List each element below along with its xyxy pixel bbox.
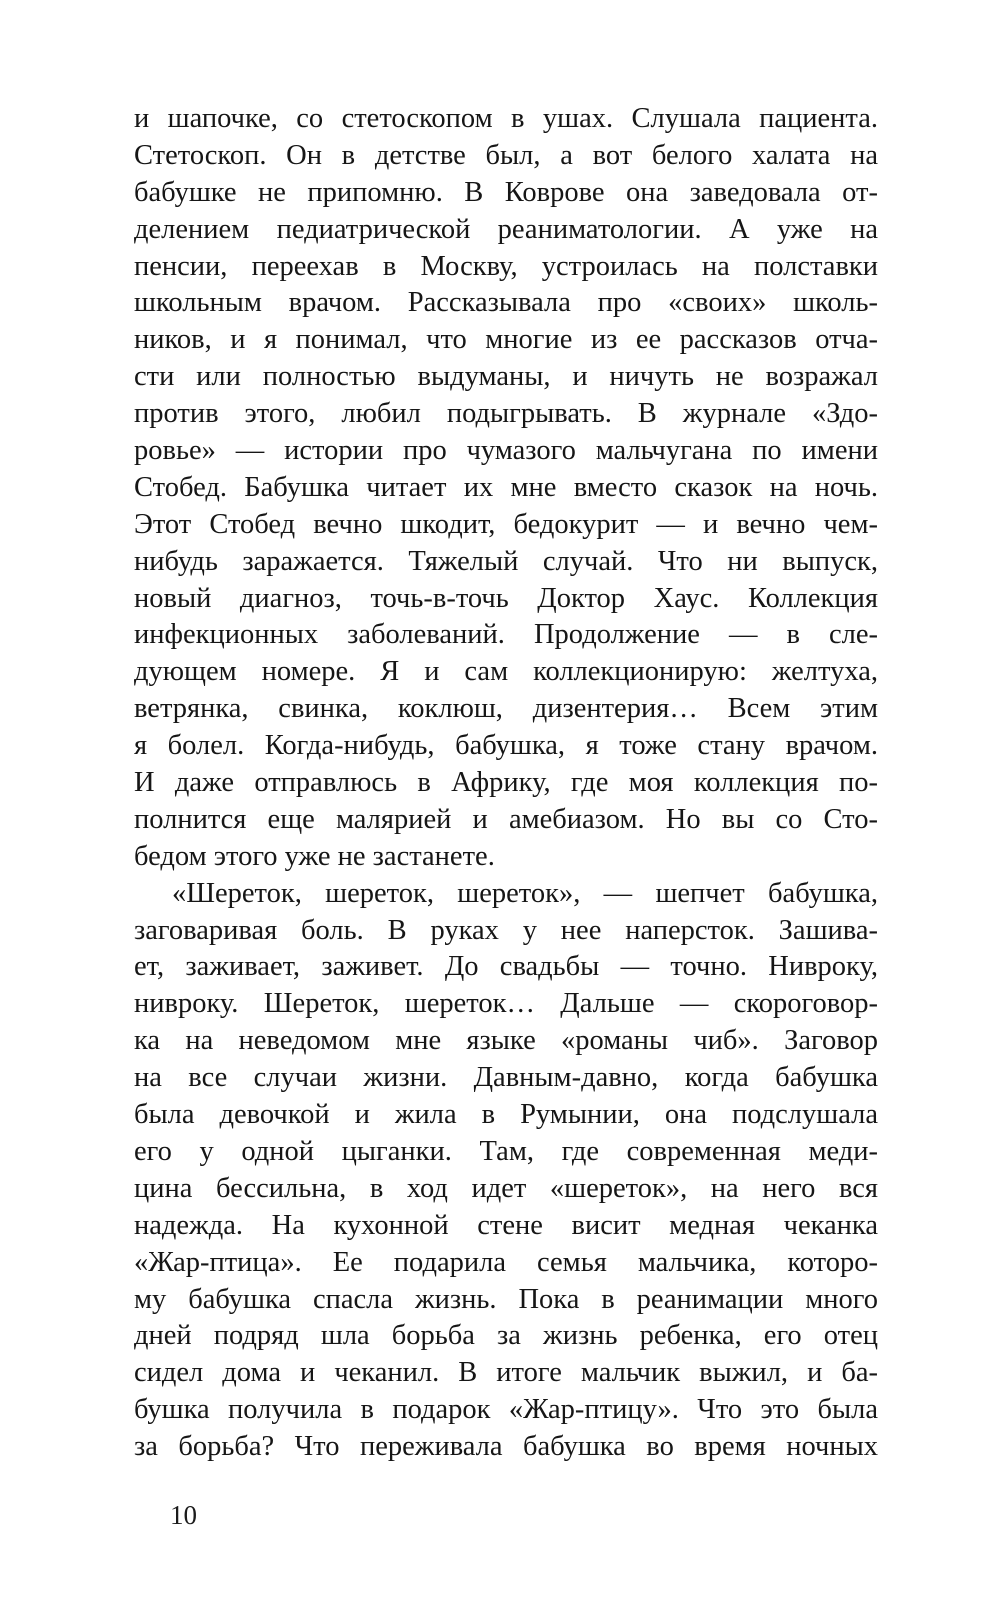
text-line: ников, и я понимал, что многие из ее рассказов отча-: [134, 324, 878, 356]
text-line: И даже отправлюсь в Африку, где моя коллекция по-: [134, 767, 878, 799]
text-line: инфекционных заболеваний. Продолжение — в сле-: [134, 619, 878, 651]
text-line: за борьба? Что переживала бабушка во время ночных: [134, 1431, 878, 1463]
text-line: надежда. На кухонной стене висит медная чеканка: [134, 1209, 878, 1241]
text-line: ет, заживает, заживет. До свадьбы — точно. Нивроку,: [134, 951, 878, 983]
text-line: школьным врачом. Рассказывала про «своих» школь-: [134, 287, 878, 319]
text-line: была девочкой и жила в Румынии, она подслушала: [134, 1099, 878, 1131]
body-text: [134, 101, 878, 1466]
text-line: пенсии, переехав в Москву, устроилась на полставки: [134, 250, 878, 282]
text-line: нибудь заражается. Тяжелый случай. Что ни выпуск,: [134, 545, 878, 577]
text-line: новый диагноз, точь-в-точь Доктор Хаус. Коллекция: [134, 582, 878, 614]
text-line: его у одной цыганки. Там, где современная меди-: [134, 1135, 878, 1167]
text-line: ровье» — истории про чумазого мальчугана по имени: [134, 435, 878, 467]
text-line: делением педиатрической реаниматологии. А уже на: [134, 213, 878, 245]
text-line: «Жар-птица». Ее подарила семья мальчика, которо-: [134, 1246, 878, 1278]
text-line: бедом этого уже не застанете.: [134, 840, 495, 872]
text-line: «Шереток, шереток, шереток», — шепчет бабушка,: [172, 877, 878, 909]
text-line: нивроку. Шереток, шереток… Дальше — скороговор-: [134, 988, 878, 1020]
text-line: сидел дома и чеканил. В итоге мальчик выжил, и ба-: [134, 1357, 878, 1389]
text-line: ветрянка, свинка, коклюш, дизентерия… Всем этим: [134, 693, 878, 725]
text-line: на все случаи жизни. Давным-давно, когда бабушка: [134, 1062, 878, 1094]
text-line: Стетоскоп. Он в детстве был, а вот белого халата на: [134, 139, 878, 171]
text-line: Стобед. Бабушка читает их мне вместо сказок на ночь.: [134, 471, 878, 503]
text-line: Этот Стобед вечно шкодит, бедокурит — и вечно чем-: [134, 508, 878, 540]
text-line: бабушке не припомню. В Коврове она заведовала от-: [134, 176, 878, 208]
text-line: дующем номере. Я и сам коллекционирую: желтуха,: [134, 656, 878, 688]
text-line: му бабушка спасла жизнь. Пока в реанимации много: [134, 1283, 878, 1315]
text-line: против этого, любил подыгрывать. В журнале «Здо-: [134, 398, 878, 430]
page-number: 10: [170, 1500, 197, 1530]
text-line: цина бессильна, в ход идет «шереток», на него вся: [134, 1172, 878, 1204]
text-line: и шапочке, со стетоскопом в ушах. Слушала пациента.: [134, 103, 878, 134]
text-line: заговаривая боль. В руках у нее наперсток. Зашива-: [134, 914, 878, 946]
text-line: сти или полностью выдуманы, и ничуть не возражал: [134, 361, 878, 393]
text-line: бушка получила в подарок «Жар-птицу». Что это была: [134, 1394, 878, 1426]
text-line: я болел. Когда-нибудь, бабушка, я тоже стану врачом.: [134, 730, 878, 762]
text-line: дней подряд шла борьба за жизнь ребенка, его отец: [134, 1320, 878, 1352]
text-line: ка на неведомом мне языке «романы чиб». Заговор: [134, 1025, 878, 1057]
text-line: полнится еще малярией и амебиазом. Но вы со Сто-: [134, 803, 878, 835]
